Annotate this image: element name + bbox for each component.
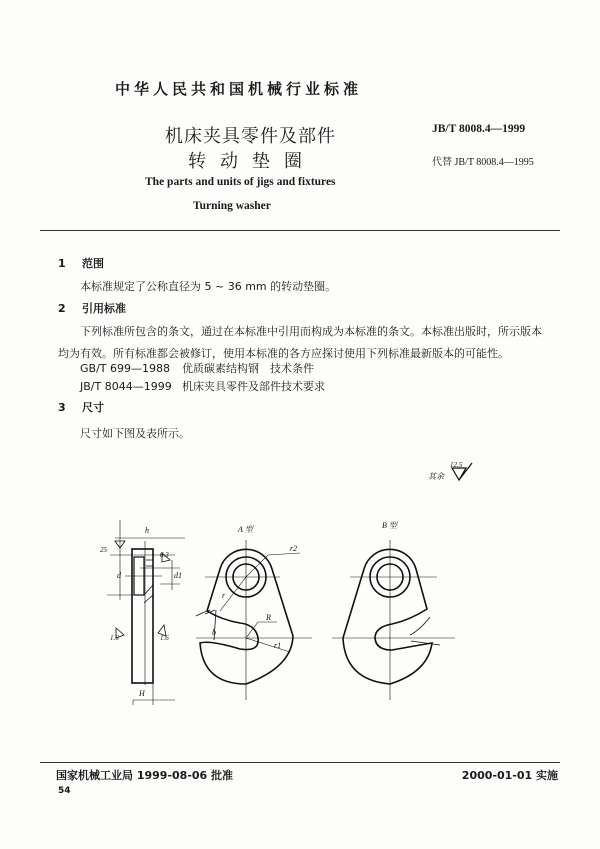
paragraph: 下列标准所包含的条文，通过在本标准中引用而构成为本标准的条文。本标准出版时，所示版本 [80, 325, 542, 338]
dim-label-r2: r2 [290, 544, 298, 553]
document-title: 机床夹具零件及部件 [165, 126, 336, 147]
standard-code: JB/T 8008.4—1999 [432, 123, 526, 135]
paragraph: 均为有效。所有标准都会被修订，使用本标准的各方应探讨使用下列标准最新版本的可能性。 [58, 347, 509, 360]
section-title: 引用标准 [82, 302, 126, 315]
view-a-label: A 型 [238, 525, 253, 534]
dim-label-h: h [145, 526, 149, 535]
dim-label-b: b [212, 628, 216, 637]
paragraph: 本标准规定了公称直径为 5 ~ 36 mm 的转动垫圈。 [80, 280, 337, 293]
roughness-value: 6.3 [160, 551, 169, 559]
dim-label-r1: r1 [274, 641, 282, 650]
replaces-standard: 代替 JB/T 8008.4—1995 [432, 157, 534, 168]
dim-label-d: d [117, 571, 121, 580]
dim-label-r: r [222, 591, 226, 600]
side-view [100, 520, 185, 705]
section-number: 1 [58, 257, 66, 270]
dim-label-R: R [266, 613, 271, 622]
effective-date: 2000-01-01 实施 [461, 769, 558, 782]
paragraph: 尺寸如下图及表所示。 [80, 427, 190, 440]
roughness-value: 1.6 [160, 634, 169, 642]
view-a-type [196, 540, 312, 700]
roughness-default-value: 12.5 [450, 461, 463, 469]
view-b-type [332, 540, 455, 700]
section-number: 3 [58, 401, 66, 414]
reference-code: GB/T 699—1988 [80, 362, 170, 375]
section-title: 范围 [82, 257, 104, 270]
roughness-value: 25 [100, 546, 107, 554]
dim-label-d1: d1 [174, 571, 182, 580]
roughness-value: 1.6 [110, 634, 119, 642]
document-subtitle: 转动垫圈 [188, 151, 316, 172]
footer-divider [40, 762, 560, 763]
view-b-label: B 型 [382, 521, 397, 530]
reference-code: JB/T 8044—1999 [80, 380, 172, 393]
standard-org-heading: 中华人民共和国机械行业标准 [115, 80, 363, 98]
section-number: 2 [58, 302, 66, 315]
dim-label-H: H [139, 689, 145, 698]
approval-info: 国家机械工业局 1999-08-06 批准 [56, 769, 234, 782]
reference-title: 优质碳素结构钢 技术条件 [182, 362, 314, 375]
section-title: 尺寸 [82, 401, 104, 414]
english-subtitle: Turning washer [193, 200, 271, 212]
page-number: 54 [58, 786, 71, 796]
roughness-note: 其余 [428, 472, 444, 481]
english-title: The parts and units of jigs and fixtures [145, 176, 336, 188]
reference-title: 机床夹具零件及部件技术要求 [182, 380, 325, 393]
